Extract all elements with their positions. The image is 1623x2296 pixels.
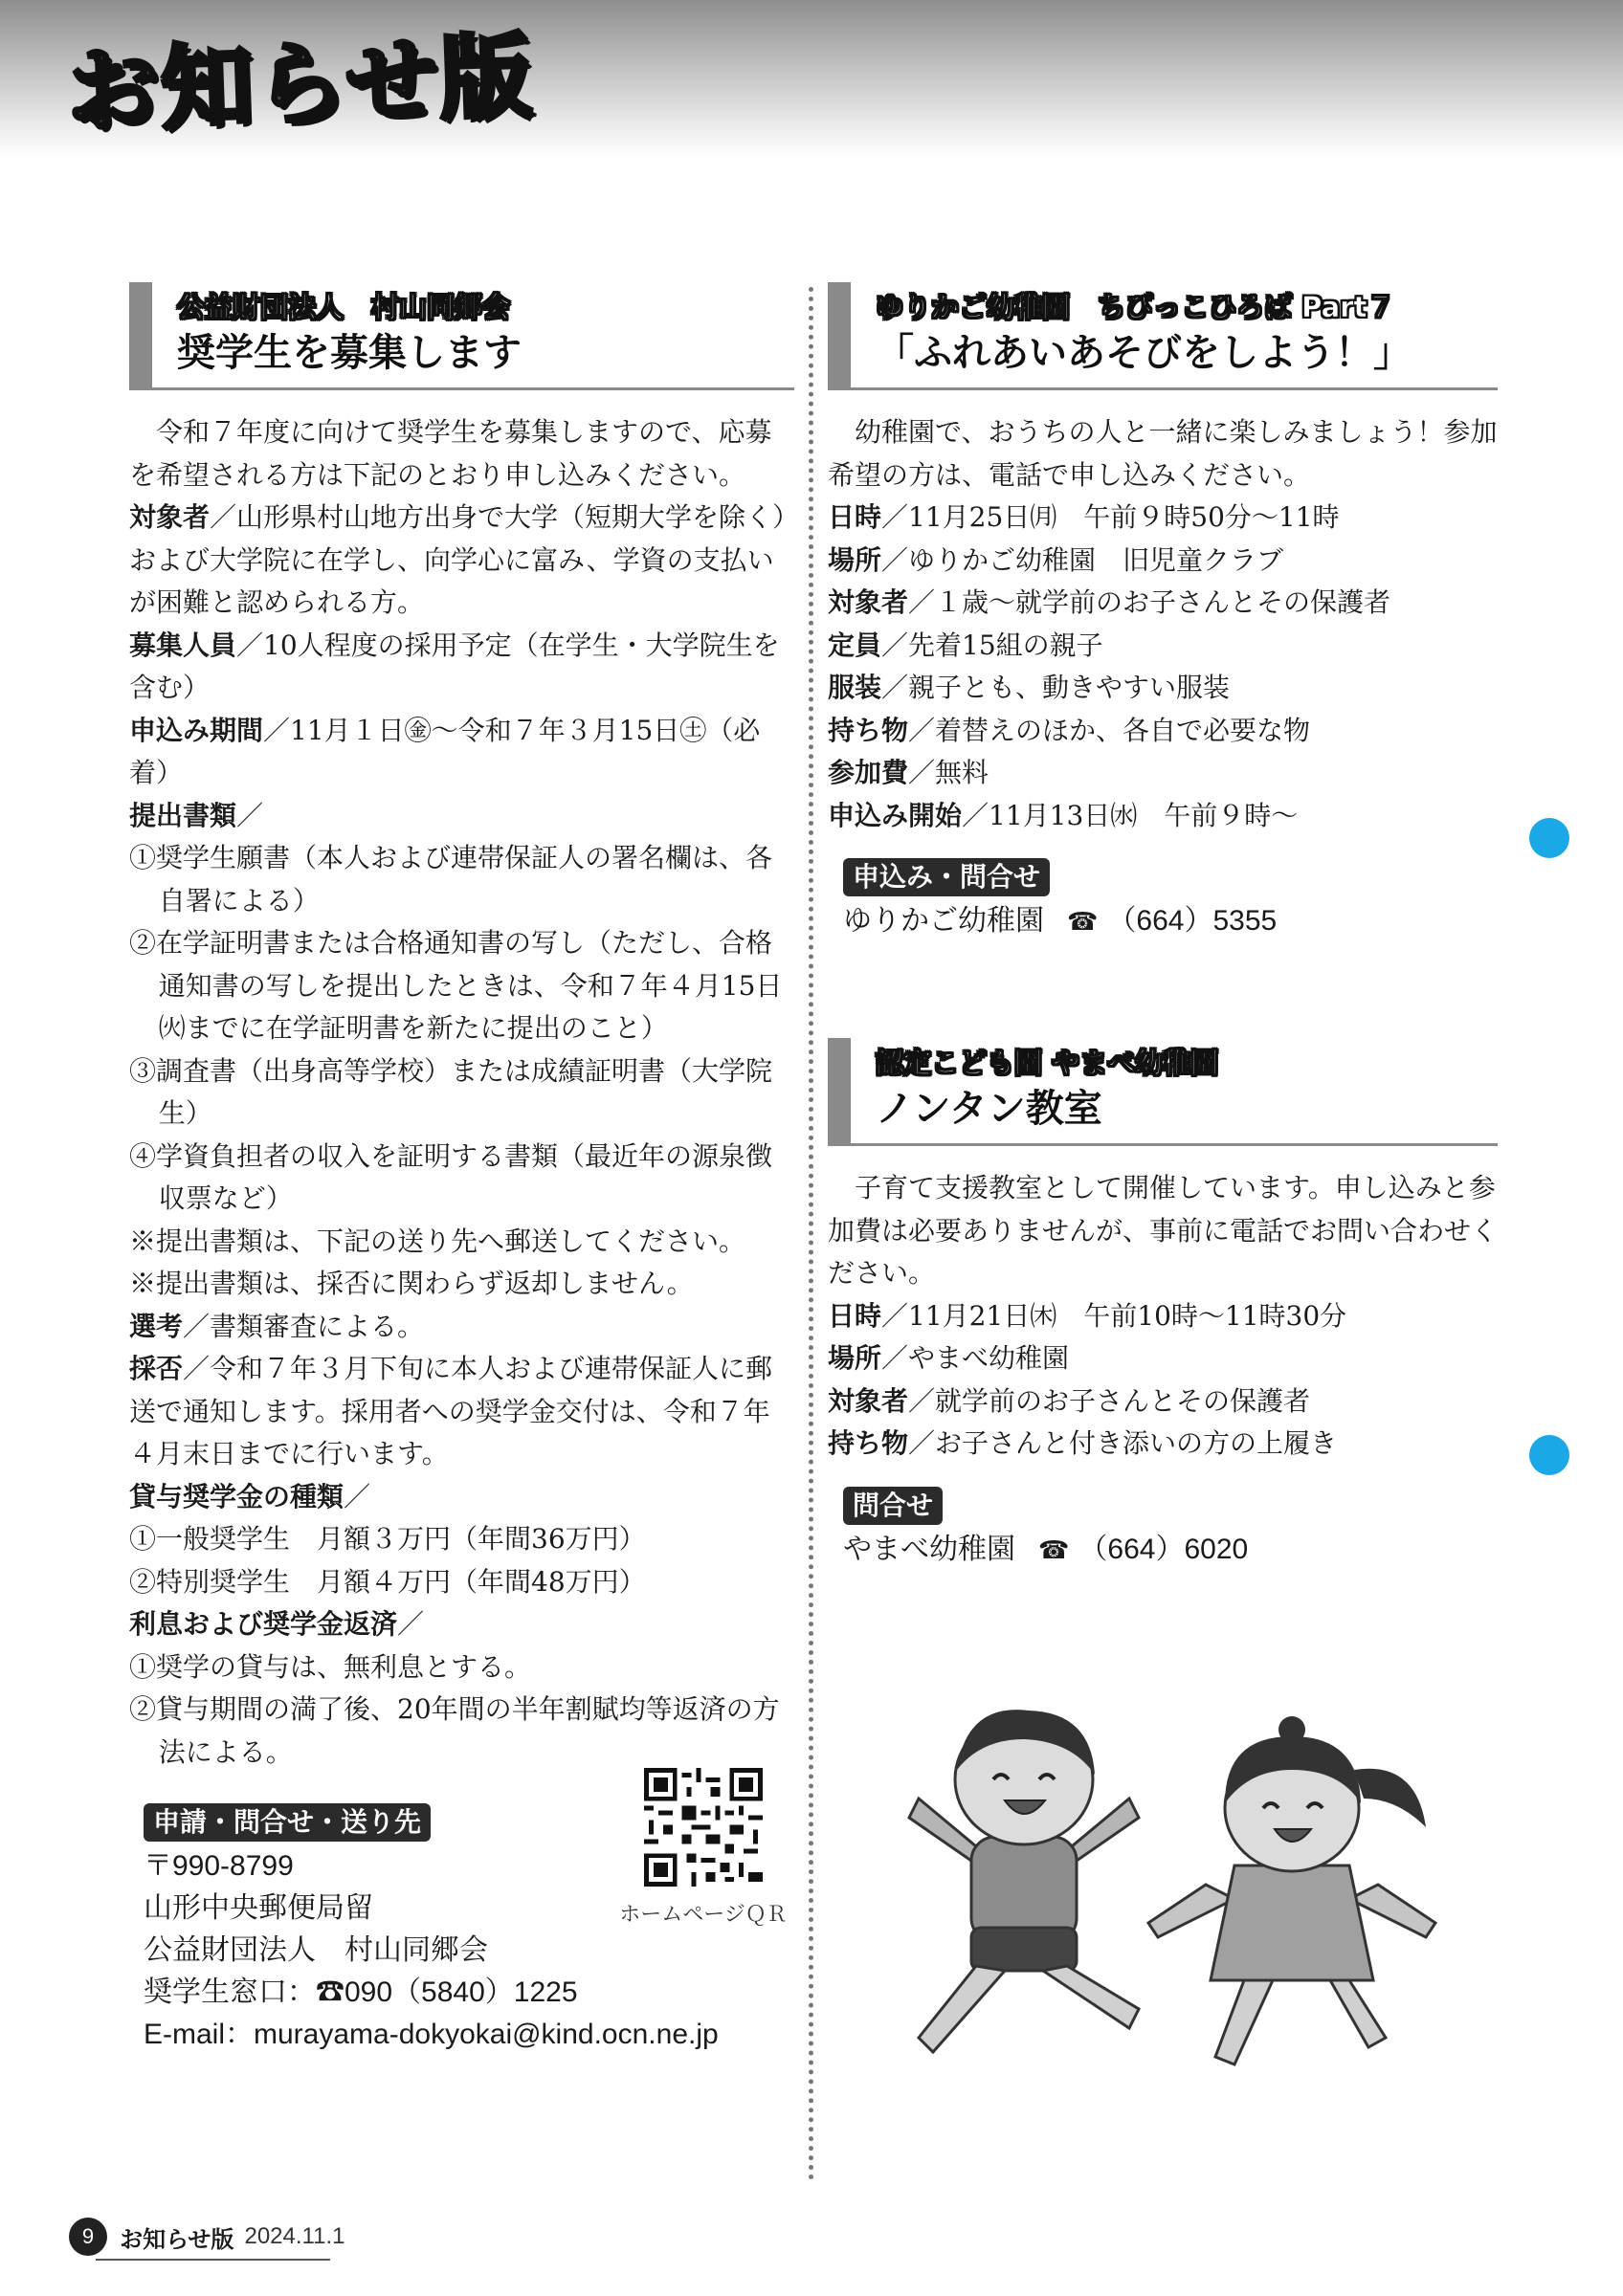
event-label: 参加費 <box>828 757 909 788</box>
boy-figure <box>909 1710 1139 2052</box>
children-jumping-illustration <box>880 1684 1455 2066</box>
event-paragraph <box>828 625 1498 668</box>
scholarship-text: ①奨学生願書（本人および連帯保証人の署名欄は、各自署による） <box>129 842 773 916</box>
nontan-text: ／やまべ幼稚園 <box>881 1342 1070 1374</box>
scholarship-text: ※提出書類は、採否に関わらず返却しません。 <box>129 1268 694 1299</box>
nontan-text: ／11月21日㈭ 午前10時～11時30分 <box>881 1299 1347 1332</box>
scholarship-text: ／山形県村山地方出身で大学（短期大学を除く）および大学院に在学し、向学心に富み、学資の支払いが困難と認められる方。 <box>129 501 787 618</box>
scholarship-text: ④学資負担者の収入を証明する書類（最近年の源泉徴収票など） <box>129 1139 773 1214</box>
blue-dot-marker <box>1529 818 1569 858</box>
event-text: ／親子とも、動きやすい服装 <box>881 672 1231 703</box>
scholarship-text: ／ <box>236 799 264 831</box>
scholarship-label: 対象者 <box>129 501 211 533</box>
scholarship-text: ②貸与期間の満了後、20年間の半年割賦均等返済の方法による。 <box>129 1693 780 1768</box>
event-paragraph <box>828 752 1498 795</box>
nontan-label: 日時 <box>828 1299 882 1332</box>
scholarship-text: ①一般奨学生 月額３万円（年間36万円） <box>129 1523 646 1555</box>
scholarship-heading <box>129 282 794 390</box>
nontan-label: 対象者 <box>828 1384 909 1417</box>
nontan-text: ／お子さんと付き添いの方の上履き <box>908 1427 1338 1459</box>
scholarship-paragraph <box>129 1689 794 1774</box>
scholarship-paragraph <box>129 1348 794 1476</box>
homepage-qr[interactable] <box>603 1768 804 1928</box>
scholarship-paragraph <box>129 497 794 625</box>
event-paragraph <box>828 667 1498 710</box>
scholarship-paragraph <box>129 795 794 838</box>
scholarship-paragraph <box>129 1518 794 1561</box>
footer-title: お知らせ版 <box>120 2225 234 2253</box>
scholarship-label: 募集人員 <box>129 629 237 661</box>
footer-underline <box>96 2259 330 2261</box>
scholarship-label: 採否 <box>129 1353 184 1384</box>
scholarship-text: ／令和７年３月下旬に本人および連帯保証人に郵送で通知します。採用者への奨学金交付は、令和７年４月末日までに行います。 <box>129 1353 773 1469</box>
footer-date: 2024.11.1 <box>244 2223 345 2249</box>
event-label: 場所 <box>828 543 882 576</box>
nontan-contact-tel[interactable]: （664）6020 <box>1078 1533 1249 1565</box>
scholarship-text: ／10人程度の採用予定（在学生・大学院生を含む） <box>129 629 780 703</box>
scholarship-paragraph <box>129 837 794 922</box>
event-text: ／11月13日㈬ 午前９時～ <box>962 799 1299 831</box>
nontan-title: ノンタン教室 <box>876 1087 1102 1131</box>
nontan-paragraph <box>828 1423 1498 1466</box>
event-label: 服装 <box>828 672 882 703</box>
event-label: 持ち物 <box>828 714 909 746</box>
nontan-contact-line <box>843 1529 1498 1571</box>
scholarship-paragraph <box>129 1646 794 1689</box>
nontan-kicker: 認定こども園 やまべ幼稚園 <box>876 1047 1219 1079</box>
scholarship-text: ③調査書（出身高等学校）または成績証明書（大学院生） <box>129 1054 773 1129</box>
nontan-paragraph <box>828 1167 1498 1295</box>
contact-line-email[interactable]: E-mail：murayama-dokyokai@kind.ocn.ne.jp <box>144 2019 719 2050</box>
event-label: 日時 <box>828 501 882 533</box>
scholarship-paragraph <box>129 1136 794 1221</box>
event-text: ／ゆりかご幼稚園 旧児童クラブ <box>881 543 1284 576</box>
scholarship-label: 選考 <box>129 1310 184 1342</box>
scholarship-body <box>129 411 794 1774</box>
scholarship-paragraph <box>129 625 794 710</box>
event-label: 対象者 <box>828 586 909 618</box>
scholarship-paragraph <box>129 1263 794 1306</box>
qr-caption: ホームページＱＲ <box>619 1903 788 1927</box>
event-paragraph <box>828 540 1498 583</box>
scholarship-text: 令和７年度に向けて奨学生を募集しますので、応募を希望される方は下記のとおり申し込みください。 <box>129 416 772 491</box>
scholarship-title: 奨学生を募集します <box>177 331 522 375</box>
event-text: ／１歳～就学前のお子さんとその保護者 <box>908 586 1391 618</box>
nontan-body <box>828 1167 1498 1466</box>
event-text: ／着替えのほか、各自で必要な物 <box>908 714 1311 746</box>
scholarship-label: 貸与奨学金の種類 <box>129 1480 345 1512</box>
contact-line-organization: 公益財団法人 村山同郷会 <box>144 1934 488 1966</box>
event-text: ／先着15組の親子 <box>881 629 1103 661</box>
event-body <box>828 411 1498 837</box>
scholarship-article <box>129 282 794 1774</box>
nontan-contact <box>843 1487 1498 1571</box>
scholarship-kicker: 公益財団法人 村山同郷会 <box>177 291 511 323</box>
scholarship-paragraph <box>129 1306 794 1349</box>
nontan-contact-badge: 問合せ <box>843 1487 943 1525</box>
scholarship-text: ※提出書類は、下記の送り先へ郵送してください。 <box>129 1225 746 1257</box>
event-contact-badge: 申込み・問合せ <box>843 858 1050 896</box>
nontan-text: 子育て支援教室として開催しています。申し込みと参加費は必要ありませんが、事前に電話でお問い合わせください。 <box>828 1172 1499 1289</box>
contact-line-phone: 奨学生窓口：☎090（5840）1225 <box>144 1976 578 2008</box>
masthead-title: お知らせ版 <box>65 22 535 146</box>
scholarship-text: ／11月１日㊎～令和７年３月15日㊏（必着） <box>129 714 761 788</box>
nontan-text: ／就学前のお子さんとその保護者 <box>908 1384 1311 1417</box>
scholarship-text: ②特別奨学生 月額４万円（年間48万円） <box>129 1565 646 1598</box>
kindergarten-event-article <box>828 282 1498 1571</box>
event-paragraph <box>828 411 1498 497</box>
girl-figure <box>1148 1716 1435 2064</box>
event-text: 幼稚園で、おうちの人と一緒に楽しみましょう！参加希望の方は、電話で申し込みください。 <box>828 416 1498 491</box>
scholarship-paragraph <box>129 1050 794 1136</box>
scholarship-label: 申込み期間 <box>129 714 264 746</box>
scholarship-text: ①奨学の貸与は、無利息とする。 <box>129 1650 532 1683</box>
scholarship-paragraph <box>129 1221 794 1264</box>
nontan-label: 場所 <box>828 1342 882 1374</box>
nontan-paragraph <box>828 1380 1498 1424</box>
event-paragraph <box>828 497 1498 540</box>
event-paragraph <box>828 582 1498 625</box>
event-contact-line <box>843 900 1498 942</box>
scholarship-text: ／ <box>397 1608 425 1640</box>
nontan-label: 持ち物 <box>828 1427 909 1459</box>
event-contact-tel[interactable]: （664）5355 <box>1107 905 1278 937</box>
event-text: ／11月25日㈪ 午前９時50分～11時 <box>881 501 1340 533</box>
page-number: 9 <box>69 2218 107 2256</box>
scholarship-paragraph <box>129 411 794 497</box>
event-label: 定員 <box>828 629 882 661</box>
scholarship-paragraph <box>129 710 794 795</box>
event-kicker: ゆりかご幼稚園 ちびっこひろば Part７ <box>876 291 1395 323</box>
scholarship-text: ／ <box>344 1480 371 1512</box>
phone-icon: ☎ <box>1038 1534 1070 1564</box>
footer <box>69 2218 345 2256</box>
event-heading <box>828 282 1498 390</box>
event-paragraph <box>828 795 1498 838</box>
scholarship-text: ②在学証明書または合格通知書の写し（ただし、合格通知書の写しを提出したときは、令和７年４月15日㈫までに在学証明書を新たに提出のこと） <box>129 927 783 1044</box>
qr-code-icon[interactable] <box>644 1768 763 1887</box>
blue-dot-marker <box>1529 1435 1569 1475</box>
event-contact <box>843 858 1498 942</box>
scholarship-label: 提出書類 <box>129 799 237 831</box>
event-paragraph <box>828 710 1498 753</box>
scholarship-paragraph <box>129 1476 794 1519</box>
nontan-contact-name: やまべ幼稚園 <box>843 1533 1015 1565</box>
event-label: 申込み開始 <box>828 799 963 831</box>
nontan-paragraph <box>828 1337 1498 1380</box>
contact-line-post-office: 山形中央郵便局留 <box>144 1892 373 1924</box>
event-contact-name: ゆりかご幼稚園 <box>843 905 1044 937</box>
scholarship-contact-badge: 申請・問合せ・送り先 <box>144 1803 431 1842</box>
contact-line-postal: 〒990-8799 <box>144 1850 294 1882</box>
nontan-paragraph <box>828 1295 1498 1338</box>
nontan-heading <box>828 1038 1498 1146</box>
scholarship-paragraph <box>129 1561 794 1604</box>
scholarship-label: 利息および奨学金返済 <box>129 1608 398 1640</box>
event-title: 「ふれあいあそびをしよう！」 <box>876 331 1412 375</box>
phone-icon: ☎ <box>1067 907 1099 936</box>
scholarship-text: ／書類審査による。 <box>183 1310 425 1342</box>
scholarship-paragraph <box>129 1603 794 1646</box>
event-text: ／無料 <box>908 757 989 788</box>
scholarship-paragraph <box>129 922 794 1050</box>
